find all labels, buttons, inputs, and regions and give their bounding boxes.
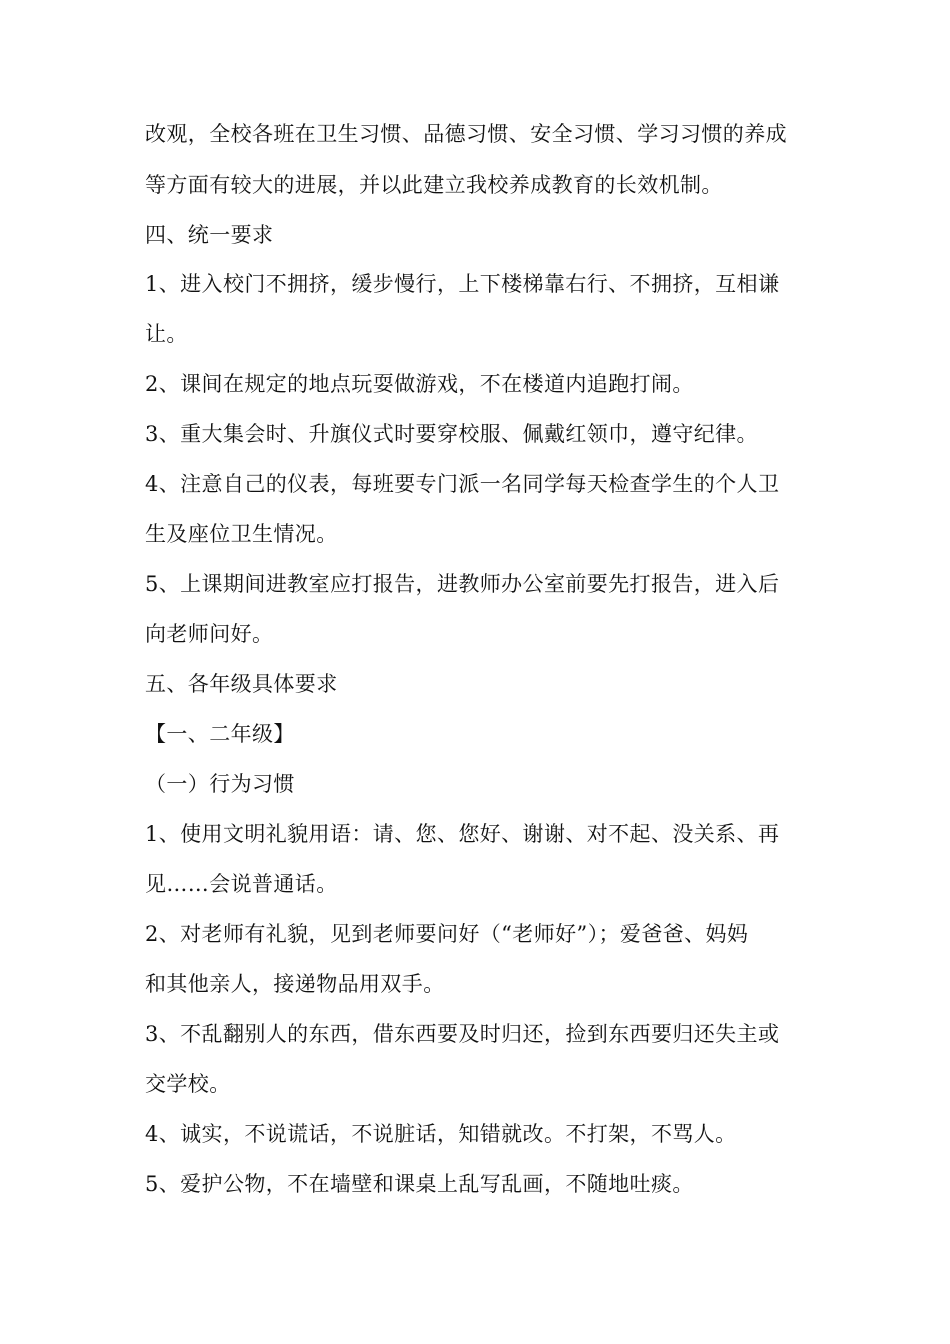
paragraph-line: 改观，全校各班在卫生习惯、品德习惯、安全习惯、学习习惯的养成: [145, 122, 787, 146]
list-item: 2、课间在规定的地点玩耍做游戏，不在楼道内追跑打闹。: [145, 372, 694, 396]
list-item-continuation: 交学校。: [145, 1072, 231, 1096]
list-item-continuation: 生及座位卫生情况。: [145, 522, 338, 546]
list-item-continuation: 和其他亲人，接递物品用双手。: [145, 972, 445, 996]
section-heading: 四、统一要求: [145, 223, 274, 247]
subsection-heading: （一）行为习惯: [145, 772, 295, 796]
list-item: 1、使用文明礼貌用语：请、您、您好、谢谢、对不起、没关系、再: [145, 822, 780, 846]
list-item-continuation: 向老师问好。: [145, 622, 274, 646]
list-item: 5、爱护公物，不在墙壁和课桌上乱写乱画，不随地吐痰。: [145, 1172, 694, 1196]
subsection-heading: 【一、二年级】: [145, 722, 295, 746]
list-item: 2、对老师有礼貌，见到老师要问好（“老师好”）；爱爸爸、妈妈: [145, 922, 749, 946]
paragraph-line: 等方面有较大的进展，并以此建立我校养成教育的长效机制。: [145, 173, 723, 197]
section-heading: 五、各年级具体要求: [145, 672, 338, 696]
list-item: 3、不乱翻别人的东西，借东西要及时归还，捡到东西要归还失主或: [145, 1022, 780, 1046]
list-item-continuation: 见……会说普通话。: [145, 872, 338, 896]
list-item: 3、重大集会时、升旗仪式时要穿校服、佩戴红领巾，遵守纪律。: [145, 422, 758, 446]
list-item: 4、注意自己的仪表，每班要专门派一名同学每天检查学生的个人卫: [145, 472, 780, 496]
list-item: 5、上课期间进教室应打报告，进教师办公室前要先打报告，进入后: [145, 572, 780, 596]
list-item: 1、进入校门不拥挤，缓步慢行，上下楼梯靠右行、不拥挤，互相谦: [145, 272, 780, 296]
list-item: 4、诚实，不说谎话，不说脏话，知错就改。不打架，不骂人。: [145, 1122, 737, 1146]
list-item-continuation: 让。: [145, 322, 188, 346]
